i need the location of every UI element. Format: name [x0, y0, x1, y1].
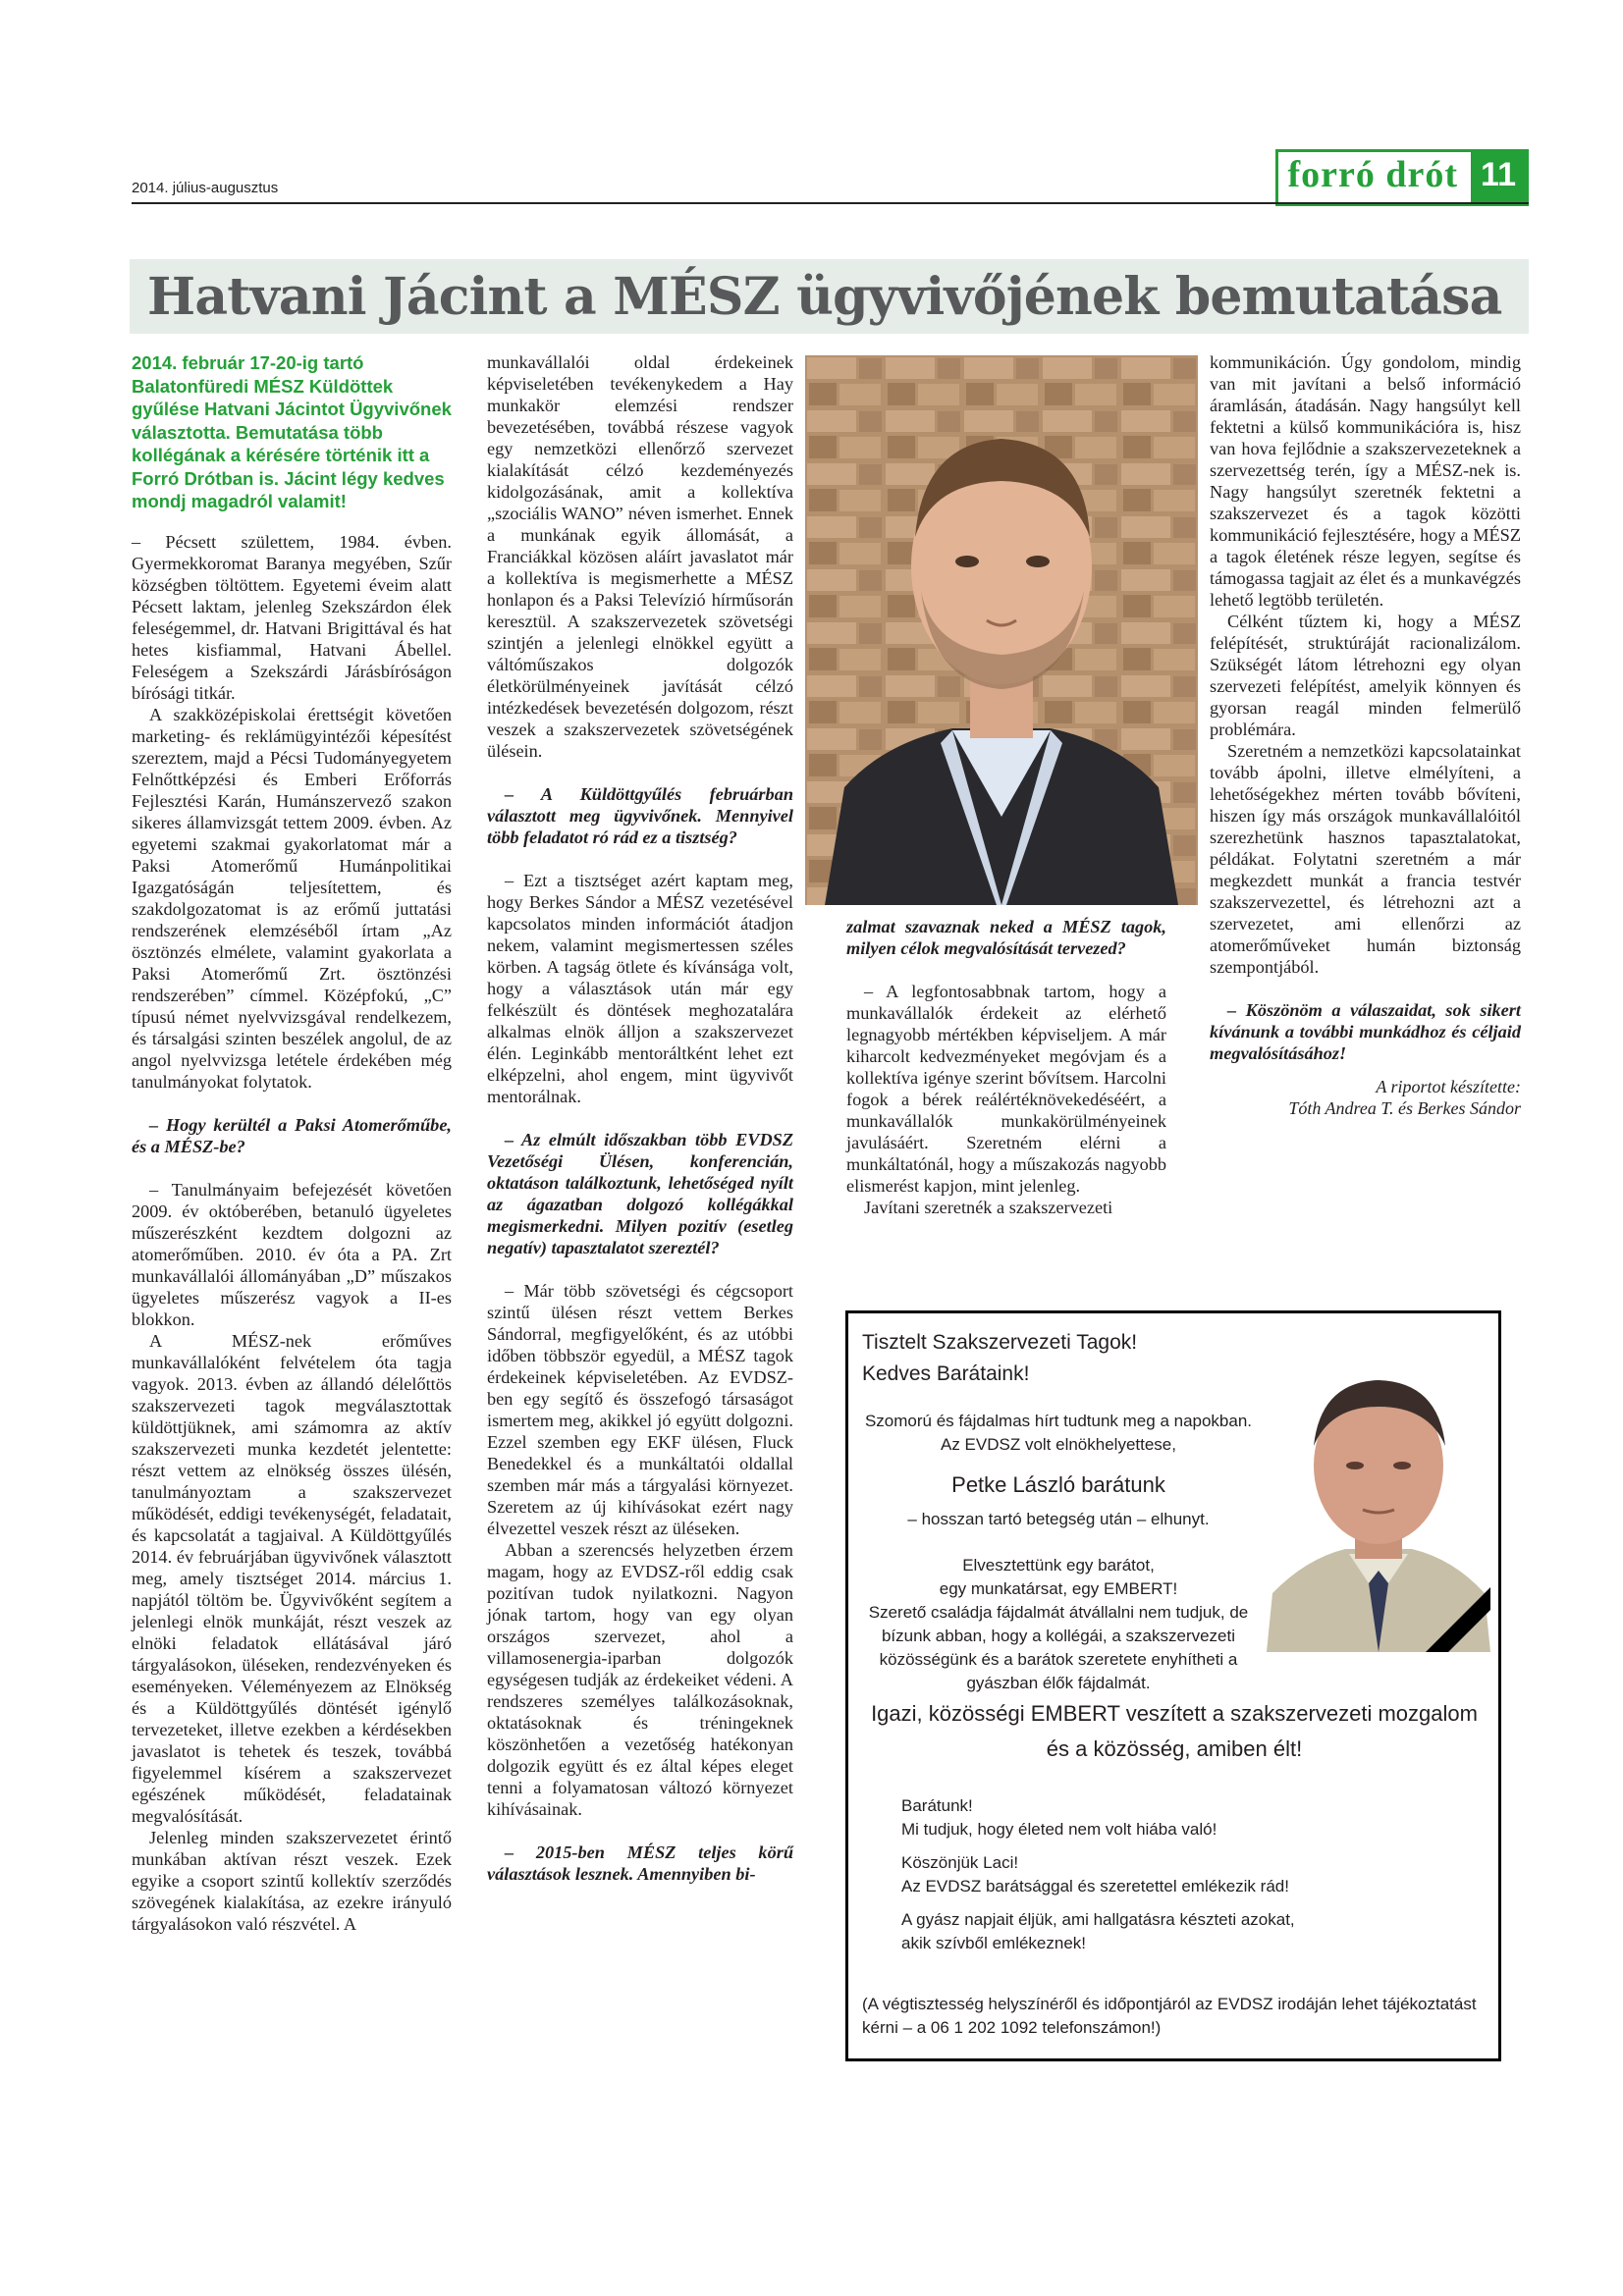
interview-question: zalmat szavaznak neked a MÉSZ tagok, milyen célok megvalósítását tervezed? — [846, 917, 1166, 958]
column-1 — [132, 351, 452, 1935]
column-2 — [487, 351, 793, 1885]
obituary-statement — [858, 1696, 1490, 1767]
interview-question: – Az elmúlt időszakban több EVDSZ Vezetőségi Ülésen, konferencián, oktatáson találkoztunk, lehetőséged nyílt az ágazatban dolgozó kollégákkal megismerkedni. Milyen pozitív (esetleg negatív) tapasztalatot szereztél? — [487, 1130, 793, 1257]
article-lead: 2014. február 17-20-ig tartó Balatonfüredi MÉSZ Küldöttek gyűlése Hatvani Jácintot Ügyvivőnek választotta. Bemutatása több kollégának a kérésére történik itt a Forró Drótban is. Jácint légy kedves mondj magadról valamit! — [132, 352, 452, 511]
column-4 — [1210, 351, 1521, 1119]
paragraph: kommunikáción. Úgy gondolom, mindig van mit javítani a belső információ áramlásán, átadásán. Nagy hangsúlyt kell fektetni a külső kommunikációra is, hisz van hova fejlődnie a szakszervezeteknek a szervezettség terén, így a MÉSZ-nek is. Nagy hangsúlyt szeretnék fektetni a szakszervezet és a tagok közötti kommunikáció fejlesztésére, hogy a MÉSZ a tagok életének része legyen, segítse és támogassa tagjait az élet és a munkavégzés lehető legtöbb területén. — [1210, 352, 1521, 610]
paragraph: – Már több szövetségi és cégcsoport szintű ülésen részt vettem Berkes Sándorral, megfigyelőként, és az utóbbi időben többször egyedül, a MÉSZ tagok érdekeinek képviseletében. Az EVDSZ-ben egy segítő és összefogó társaságot ismertem meg, akikkel jó együtt dolgozni. Ezzel szemben egy EKF ülésen, Fluck Benedekkel és a munkáltatói oldallal szemben már más a tárgyalási környezet. Szeretem az új kihívásokat ezért nagy élvezettel veszek részt az üléseken. — [487, 1281, 793, 1538]
paragraph: Abban a szerencsés helyzetben érzem magam, hogy az EVDSZ-ről eddig csak pozitívan tudok nyilatkozni. Nagyon jónak tartom, hogy van egy olyan országos szervezet, ahol a villamosenergia-iparban dolgozók egységesen tudják az érdekeiket védeni. A rendszeres személyes találkozásoknak, oktatásoknak és tréningeknek köszönhetően a vezetőség hatékonyan dolgozik együtt és ez által képes eleget tenni a folyamatosan változó környezet kihívásainak. — [487, 1540, 793, 1819]
paragraph: – A legfontosabbnak tartom, hogy a munkavállalók érdekeit az elérhető legnagyobb mértékben képviseljem. A már kiharcolt kedvezményeket megóvjam és a kollektíva igénye szerint bővítsem. Harcolni fogok a bérek reálértéknövekedéséért, a munkavállalók munkakörülményeinek javulásáért. Szeretném elérni a munkáltatónál, hogy a műszakozás nagyobb elismerést kapjon, mint jelenleg. — [846, 982, 1166, 1196]
article-credit — [1210, 1076, 1521, 1119]
obituary-photo — [1267, 1353, 1490, 1652]
deceased-name: Petke László barátunk — [951, 1472, 1165, 1497]
portrait-petke-laszlo — [1267, 1353, 1490, 1652]
interview-question: – Hogy kerültél a Paksi Atomerőműbe, és a MÉSZ-be? — [132, 1114, 452, 1156]
farewell-line: Mi tudjuk, hogy életed nem volt hiába való! — [901, 1820, 1217, 1839]
farewell-line: Barátunk! — [901, 1796, 973, 1815]
loss-line-1: Elvesztettünk egy barátot, — [962, 1556, 1155, 1575]
paragraph: – Pécsett születtem, 1984. évben. Gyermekkoromat Baranya megyében, Szűr községben töltöttem. Egyetemi éveim alatt Pécsett laktam, jelenleg Szekszárdon élek feleségemmel, dr. Hatvani Brigittával és hat hetes kisfiammal, Hatvani Ábellel. Feleségem a Szekszárdi Járásbíróságon bírósági titkár. — [132, 531, 452, 703]
obituary-greeting — [862, 1327, 1137, 1390]
column-3 — [846, 916, 1166, 1218]
obituary-loss — [862, 1554, 1255, 1601]
farewell-line: akik szívből emlékeznek! — [901, 1934, 1087, 1952]
statement-line-2: és a közösség, amiben élt! — [1046, 1736, 1303, 1761]
credit-label: A riportot készítette: — [1376, 1077, 1521, 1096]
paragraph: munkavállalói oldal érdekeinek képviseletében tevékenykedem a Hay munkakör elemzési rendszer bevezetésében, továbbá részese vagyok egy nemzetközi ellenőrző szervezet kialakítását célzó kezdeményezés kidolgozásának, amit a kollektíva „szociális WANO” néven ismerhet. Ennek a munkának egyik állomását, a Franciákkal közösen aláírt javaslatot már a kollektíva is megismerhette a MÉSZ honlapon és a Paksi Televízió hírműsorán keresztül. A szakszervezetek szövetségi szintjén a jelenlegi elnökkel együtt a váltóműszakos dolgozók életkörülményeinek javítását célzó intézkedések bevezetésén dolgozom, részt veszek a szakszervezetek szövetségének ülésein. — [487, 352, 793, 761]
paragraph: Célként tűztem ki, hogy a MÉSZ felépítését, struktúráját racionalizálom. Szükségét látom létrehozni egy olyan szervezeti felépítést, amelyik könnyen és gyorsan reagál minden felmerülő problémára. — [1210, 612, 1521, 739]
greeting-line-2: Kedves Barátaink! — [862, 1362, 1030, 1385]
statement-line-1: Igazi, közösségi EMBERT veszített a szakszervezeti mozgalom — [871, 1701, 1478, 1726]
farewell-line: A gyász napjait éljük, ami hallgatásra készteti azokat, — [901, 1910, 1295, 1929]
obituary-cause: – hosszan tartó betegség után – elhunyt. — [907, 1510, 1210, 1528]
obituary-family: Szerető családja fájdalmát átvállalni nem tudjuk, de bízunk abban, hogy a kollégái, a szakszervezeti közösségünk és a barátok szeretete enyhítheti a gyászban élők fájdalmát. — [868, 1603, 1249, 1692]
closing-remark: – Köszönöm a válaszaidat, sok sikert kívánunk a további munkádhoz és céljaid megvalósításához! — [1210, 1000, 1521, 1063]
article-title: Hatvani Jácint a MÉSZ ügyvivőjének bemutatása — [147, 267, 1502, 327]
paragraph: Javítani szeretnék a szakszervezeti — [864, 1198, 1113, 1217]
paragraph: Szeretném a nemzetközi kapcsolatainkat tovább ápolni, illetve elmélyíteni, a lehetőségekhez mérten tovább bővíteni, hiszen így más országok munkavállalóitól szerezhetünk hasznos tapasztalatokat, példákat. Folytatni szeretném a már megkezdett munkát a francia testvér szakszervezettel, és létrehozni azt a szervezetet, ami ellenőrzi az atomerőműveket humán biztonság szempontjából. — [1210, 741, 1521, 977]
obituary-farewell — [901, 1794, 1471, 1955]
page-number: 11 — [1468, 152, 1526, 203]
header-rule — [132, 202, 1529, 204]
portrait-photo — [805, 355, 1198, 905]
interview-question: – A Küldöttgyűlés februárban választott meg ügyvivőnek. Mennyivel több feladatot ró rád ez a tisztség? — [487, 784, 793, 847]
paragraph: – Tanulmányaim befejezését követően 2009. év októberében, betanuló ügyeletes műszerészként kezdtem dolgozni az atomerőműben. 2010. év óta a PA. Zrt munkavállalói állományában „D” műszakos ügyeletes műszerész vagyok a II-es blokkon. — [132, 1179, 452, 1329]
paragraph: – Ezt a tisztséget azért kaptam meg, hogy Berkes Sándor a MÉSZ vezetésével kapcsolatos minden információt átadjon nekem, valamint megismertessen széles körben. A tagság ötlete és kívánsága volt, hogy a választások után már egy felkészült és döntések meghozatalára alkalmas elnök álljon a szakszervezet élén. Leginkább mentoráltként lehet ezt elképzelni, ahol engem, mint ügyvivőt mentorálnak. — [487, 871, 793, 1106]
obituary-intro: Szomorú és fájdalmas hírt tudtunk meg a napokban. Az EVDSZ volt elnökhelyettese, — [864, 1412, 1253, 1454]
credit-names: Tóth Andrea T. és Berkes Sándor — [1288, 1098, 1521, 1118]
farewell-line: Az EVDSZ barátsággal és szeretettel emlékezik rád! — [901, 1877, 1289, 1896]
obituary-footer: (A végtisztesség helyszínéről és időpontjáról az EVDSZ irodáján lehet tájékoztatást kérni – a 06 1 202 1092 telefonszámon!) — [862, 1995, 1477, 2037]
issue-date: 2014. július-augusztus — [132, 180, 279, 196]
logo-name: forró drót — [1278, 152, 1469, 203]
paragraph: A MÉSZ-nek erőműves munkavállalóként felvételem óta tagja vagyok. 2013. évben az állandó délelőttös szakszervezeti tagok megválasztottak küldöttjüknek, ami számomra az aktív szakszervezeti munka kezdetét jelentette: részt vettem az elnökség összes ülésén, tanulmányoztam a szakszervezet működését, eddigi tevékenységét, feladatait, és kapcsolatát a tagjaival. A Küldöttgyűlés 2014. év februárjában ügyvivőnek választott meg, amely tisztséget 2014. március 1. napjától töltöm be. Ügyvivőként segítem a jelenlegi elnök munkáját, részt veszek az elnöki feladatok ellátásával járó tárgyalásokon, üléseken, rendezvényeken és eseményeken. Véleményezem az Elnökség és a Küldöttgyűlés döntését igénylő tervezeteket, illetve ezekben a kérdésekben javaslatot is tehetek és teszek, továbbá figyelemmel kísérem a szakszervezet egészének működését, feladatainak megvalósítását. — [132, 1330, 452, 1826]
paragraph: Jelenleg minden szakszervezetet érintő munkában aktívan részt veszek. Ezek egyike a csoport szintű kollektív szerződés szövegének kialakítása, az ezekre irányuló tárgyalásokon való részvétel. A — [132, 1827, 452, 1934]
interview-question: – 2015-ben MÉSZ teljes körű választások lesznek. Amennyiben bi- — [487, 1842, 793, 1884]
portrait-hatvani-jacint — [805, 355, 1198, 905]
obituary-box — [845, 1310, 1501, 2061]
farewell-line: Köszönjük Laci! — [901, 1853, 1019, 1872]
greeting-line-1: Tisztelt Szakszervezeti Tagok! — [862, 1331, 1138, 1354]
publication-logo — [1275, 149, 1530, 206]
paragraph: A szakközépiskolai érettségit követően marketing- és reklámügyintézői képesítést szereztem, majd a Pécsi Tudományegyetem Felnőttképzési és Emberi Erőforrás Fejlesztési Karán, Humánszervező szakon sikeres államvizsgát tettem 2009. évben. Az egyetemi szakmai gyakorlatomat már a Paksi Atomerőmű Humánpolitikai Igazgatóságán teljesítettem, és szakdolgozatomat is az erőmű juttatási rendszerének elemzéséből írtam „Az ösztönzés elmélete, valamint gyakorlata a Paksi Atomerőmű Zrt. ösztönzési rendszerében” címmel. Középfokú, „C” típusú német nyelvvizsgával rendelkezem, és társalgási szinten beszélek angolul, de az angol nyelvvizsga letétele érdekében még tanulmányokat folytatok. — [132, 704, 452, 1092]
loss-line-2: egy munkatársat, egy EMBERT! — [939, 1579, 1178, 1598]
